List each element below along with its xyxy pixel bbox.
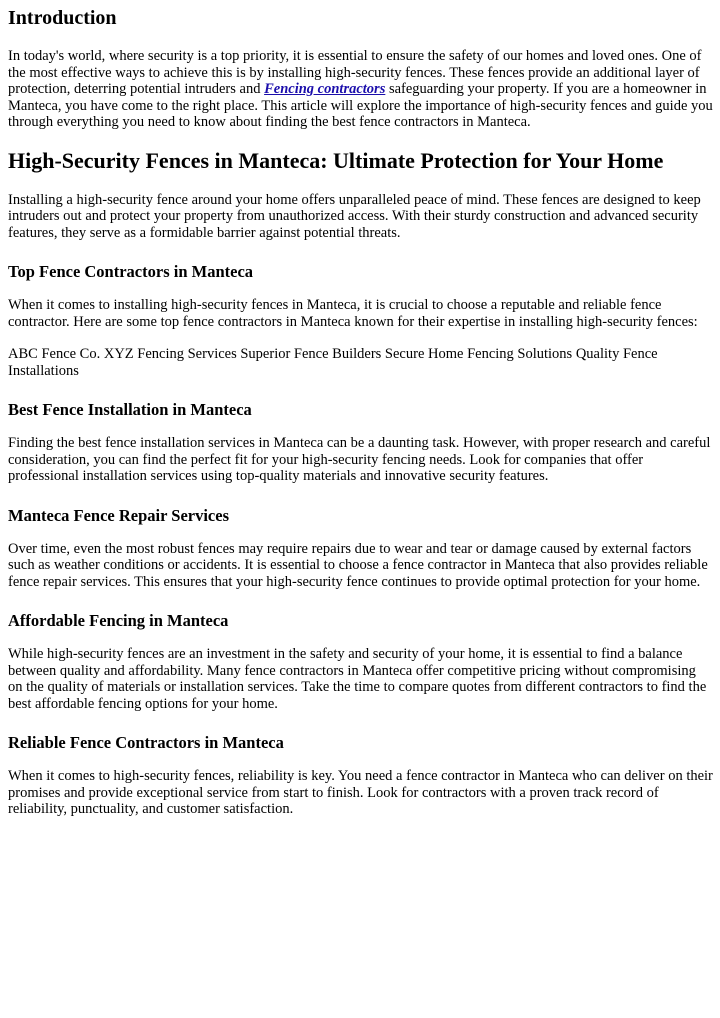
section-heading-repair-services: Manteca Fence Repair Services	[8, 505, 229, 525]
intro-paragraph	[8, 48, 713, 131]
section-paragraph-best-installation: Finding the best fence installation services in Manteca can be a daunting task. However, with proper research and careful consideration, you can find the perfect fit for your high-security fencing needs. Look for companies that offer professional installation services using top-quality materials and innovative security features.	[8, 435, 711, 484]
section-heading-affordable-fencing: Affordable Fencing in Manteca	[8, 611, 229, 630]
intro-text-after: safeguarding your property. If you are a homeowner in Manteca, you have come to the right place. This article will explore the importance of high-security fences and guide you through everything you need to know about finding the best fence contractors in Manteca.	[8, 81, 713, 130]
section-paragraph-reliable-contractors: When it comes to high-security fences, reliability is key. You need a fence contractor in Manteca who can deliver on their promises and provide exceptional service from start to finish. Look for contractors with a proven track record of reliability, punctuality, and customer satisfaction.	[8, 768, 713, 817]
intro-heading: Introduction	[8, 7, 117, 29]
main-paragraph: Installing a high-security fence around your home offers unparalleled peace of mind. These fences are designed to keep intruders out and protect your property from unauthorized access. With their sturdy construction and advanced security features, they serve as a formidable barrier against potential threats.	[8, 191, 701, 241]
contractor-list-paragraph: ABC Fence Co. XYZ Fencing Services Superior Fence Builders Secure Home Fencing Solutions Quality Fence Installations	[8, 346, 658, 379]
section-heading-top-contractors: Top Fence Contractors in Manteca	[8, 262, 254, 281]
main-heading: High-Security Fences in Manteca: Ultimate Protection for Your Home	[8, 147, 664, 173]
section-heading-best-installation: Best Fence Installation in Manteca	[8, 400, 252, 419]
section-paragraph-affordable-fencing: While high-security fences are an investment in the safety and security of your home, it is essential to find a balance between quality and affordability. Many fence contractors in Manteca offer competitive pricing without compromising on the quality of materials or installation services. Take the time to compare quotes from different contractors to find the best affordable fencing options for your home.	[8, 646, 707, 712]
intro-text-before: In today's world, where security is a top priority, it is essential to ensure the safety of our homes and loved ones. One of the most effective ways to achieve this is by installing high-security fences. These fences provide an additional layer of protection, deterring potential intruders and	[8, 48, 702, 97]
section-paragraph-top-contractors: When it comes to installing high-security fences in Manteca, it is crucial to choose a reputable and reliable fence contractor. Here are some top fence contractors in Manteca known for their expertise in installing high-security fences:	[8, 297, 698, 330]
fencing-contractors-link[interactable]: Fencing contractors	[264, 81, 386, 97]
section-paragraph-repair-services: Over time, even the most robust fences may require repairs due to wear and tear or damage caused by external factors such as weather conditions or accidents. It is essential to choose a fence contractor in Manteca that also provides reliable fence repair services. This ensures that your high-security fence continues to provide optimal protection for your home.	[8, 540, 708, 590]
section-heading-reliable-contractors: Reliable Fence Contractors in Manteca	[8, 733, 284, 752]
